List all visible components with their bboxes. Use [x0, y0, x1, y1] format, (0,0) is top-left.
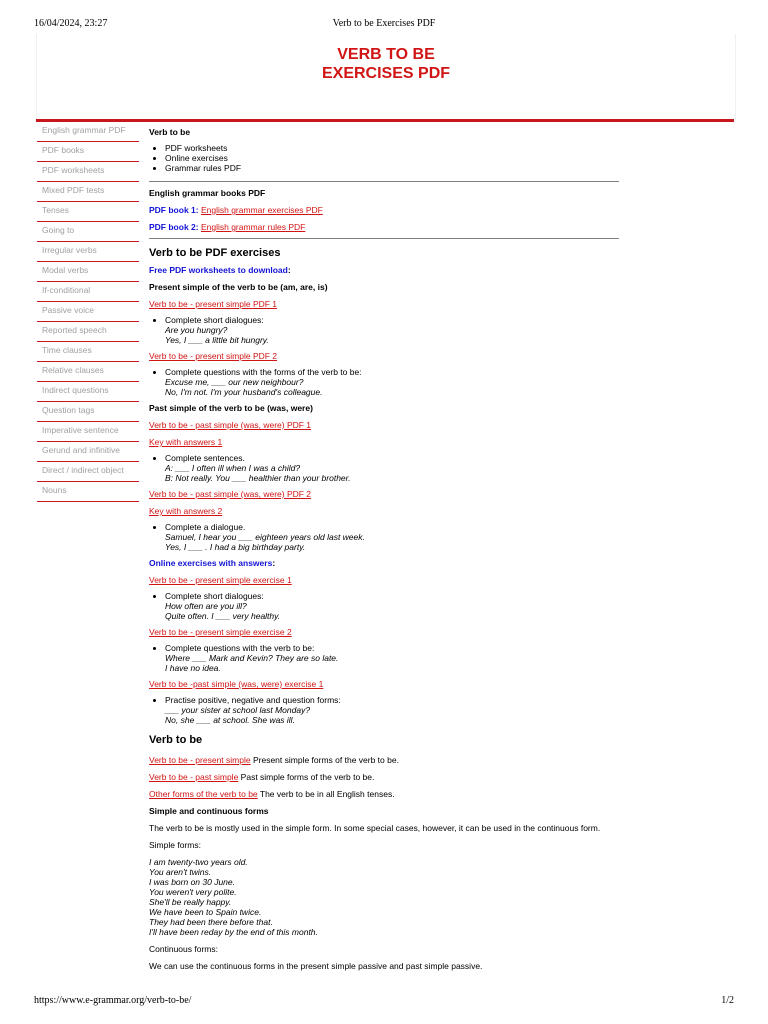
oe2-link[interactable]: Verb to be - present simple exercise 2 — [149, 627, 292, 637]
key1-link[interactable]: Key with answers 1 — [149, 437, 223, 447]
print-title: Verb to be Exercises PDF — [332, 18, 436, 29]
grammar-heading: Verb to be — [149, 734, 203, 746]
past-simple-heading: Past simple of the verb to be (was, were) — [149, 403, 313, 413]
book-1-label: PDF book 1: — [149, 205, 199, 215]
book-2-row — [149, 222, 619, 232]
list-item: • Online exercises — [165, 153, 619, 163]
sidebar-item-direct-indirect-object[interactable]: Direct / indirect object — [37, 462, 139, 482]
pa2-link[interactable]: Verb to be - past simple (was, were) PDF 2 — [149, 489, 312, 499]
oe2-row — [149, 627, 619, 637]
sidebar-item-nouns[interactable]: Nouns — [37, 482, 139, 502]
g2-link[interactable]: Verb to be - past simple — [149, 772, 239, 782]
online-label-row: Online exercises with answers: — [149, 558, 276, 568]
key2-link[interactable]: Key with answers 2 — [149, 506, 223, 516]
sidebar-item-passive-voice[interactable]: Passive voice — [37, 302, 139, 322]
sidebar-item-modal-verbs[interactable]: Modal verbs — [37, 262, 139, 282]
oe1-list — [149, 591, 619, 621]
list-item: • Grammar rules PDF — [165, 163, 619, 173]
page-title — [37, 45, 735, 83]
example-line: You aren't twins. — [149, 867, 212, 877]
ps2-link[interactable]: Verb to be - present simple PDF 2 — [149, 351, 278, 361]
list-item: • Complete questions with the forms of the verb to be: Excuse me, ___ our new neighbour? No, I'm not. I'm your husband's colleague. — [165, 367, 619, 397]
g3-link[interactable]: Other forms of the verb to be — [149, 789, 258, 799]
pa2-list — [149, 522, 619, 552]
sidebar-item-mixed-pdf-tests[interactable]: Mixed PDF tests — [37, 182, 139, 202]
g3-row — [149, 789, 619, 799]
simple-continuous-paragraph: The verb to be is mostly used in the simple form. In some special cases, however, it can be used in the continuous form. — [149, 823, 601, 833]
example-line: We have been to Spain twice. — [149, 907, 262, 917]
oe3-row — [149, 679, 619, 689]
print-page-number: 1/2 — [721, 995, 734, 1006]
simple-forms-examples — [149, 857, 619, 937]
simple-continuous-heading: Simple and continuous forms — [149, 806, 269, 816]
continuous-forms-paragraph: We can use the continuous forms in the present simple passive and past simple passive. — [149, 961, 483, 971]
oe3-list — [149, 695, 619, 725]
example-line: I was born on 30 June. — [149, 877, 236, 887]
sidebar-item-gerund-and-infinitive[interactable]: Gerund and infinitive — [37, 442, 139, 462]
ps1-link[interactable]: Verb to be - present simple PDF 1 — [149, 299, 278, 309]
example-line: You weren't very polite. — [149, 887, 237, 897]
sidebar-item-pdf-books[interactable]: PDF books — [37, 142, 139, 162]
oe1-row — [149, 575, 619, 585]
print-date: 16/04/2024, 23:27 — [34, 18, 108, 29]
ps1-list — [149, 315, 619, 345]
ps1-row — [149, 299, 619, 309]
book-1-row — [149, 205, 619, 215]
list-item: • Complete questions with the verb to be: Where ___ Mark and Kevin? They are so late. I have no idea. — [165, 643, 619, 673]
pa1-list — [149, 453, 619, 483]
example-line: They had been there before that. — [149, 917, 273, 927]
print-url: https://www.e-grammar.org/verb-to-be/ — [34, 995, 192, 1006]
divider — [149, 238, 619, 239]
g2-text: Past simple forms of the verb to be. — [240, 772, 375, 782]
sidebar-item-going-to[interactable]: Going to — [37, 222, 139, 242]
g2-row — [149, 772, 619, 782]
g1-link[interactable]: Verb to be - present simple — [149, 755, 251, 765]
pa1-row — [149, 420, 619, 430]
g1-text: Present simple forms of the verb to be. — [252, 755, 399, 765]
online-label: Online exercises with answers — [149, 558, 273, 568]
present-simple-heading: Present simple of the verb to be (am, are, is) — [149, 282, 328, 292]
sidebar-item-tenses[interactable]: Tenses — [37, 202, 139, 222]
sidebar-item-pdf-worksheets[interactable]: PDF worksheets — [37, 162, 139, 182]
example-line: She'll be really happy. — [149, 897, 232, 907]
list-item: • Complete sentences. A: ___ I often ill when I was a child? B: Not really. You ___ healthier than your brother. — [165, 453, 619, 483]
intro-list — [149, 143, 619, 173]
key2-row — [149, 506, 619, 516]
page-title-line1: VERB TO BE — [337, 46, 435, 63]
continuous-forms-label: Continuous forms: — [149, 944, 218, 954]
sidebar-nav — [37, 122, 139, 502]
sidebar-item-if-conditional[interactable]: If-conditional — [37, 282, 139, 302]
sidebar-item-imperative-sentence[interactable]: Imperative sentence — [37, 422, 139, 442]
sidebar-item-relative-clauses[interactable]: Relative clauses — [37, 362, 139, 382]
page-title-line2: EXERCISES PDF — [321, 65, 451, 82]
g1-row — [149, 755, 619, 765]
g3-text: The verb to be in all English tenses. — [259, 789, 395, 799]
ps2-row — [149, 351, 619, 361]
sidebar-item-question-tags[interactable]: Question tags — [37, 402, 139, 422]
sidebar-item-irregular-verbs[interactable]: Irregular verbs — [37, 242, 139, 262]
worksheets-label: Free PDF worksheets to download — [149, 265, 288, 275]
pa1-link[interactable]: Verb to be - past simple (was, were) PDF 1 — [149, 420, 312, 430]
list-item: • Complete short dialogues: How often are you ill? Quite often. I ___ very healthy. — [165, 591, 619, 621]
example-line: I am twenty-two years old. — [149, 857, 248, 867]
book-2-link[interactable]: English grammar rules PDF — [200, 222, 306, 232]
main-content — [149, 127, 619, 971]
sidebar-item-indirect-questions[interactable]: Indirect questions — [37, 382, 139, 402]
exercises-heading: Verb to be PDF exercises — [149, 247, 281, 259]
worksheets-label-row: Free PDF worksheets to download: — [149, 265, 291, 275]
example-line: I'll have been reday by the end of this month. — [149, 927, 318, 937]
sidebar-item-english-grammar-pdf[interactable]: English grammar PDF — [37, 122, 139, 142]
book-2-label: PDF book 2: — [149, 222, 199, 232]
header-divider — [36, 119, 734, 122]
list-item: • PDF worksheets — [165, 143, 619, 153]
books-heading: English grammar books PDF — [149, 188, 266, 198]
divider — [149, 181, 619, 182]
key1-row — [149, 437, 619, 447]
book-1-link[interactable]: English grammar exercises PDF — [200, 205, 323, 215]
pa2-row — [149, 489, 619, 499]
sidebar-item-time-clauses[interactable]: Time clauses — [37, 342, 139, 362]
list-item: • Practise positive, negative and question forms: ___ your sister at school last Monday? No, she ___ at school. She was ill. — [165, 695, 619, 725]
oe1-link[interactable]: Verb to be - present simple exercise 1 — [149, 575, 292, 585]
simple-forms-label: Simple forms: — [149, 840, 201, 850]
list-item: • Complete short dialogues: Are you hungry? Yes, I ___ a little bit hungry. — [165, 315, 619, 345]
site-header — [36, 34, 736, 120]
list-item: • Complete a dialogue. Samuel, I hear you ___ eighteen years old last week. Yes, I ___ . I had a big birthday party. — [165, 522, 619, 552]
ps2-list — [149, 367, 619, 397]
oe2-list — [149, 643, 619, 673]
oe3-link[interactable]: Verb to be -past simple (was, were) exercise 1 — [149, 679, 324, 689]
intro-heading: Verb to be — [149, 127, 191, 137]
sidebar-item-reported-speech[interactable]: Reported speech — [37, 322, 139, 342]
